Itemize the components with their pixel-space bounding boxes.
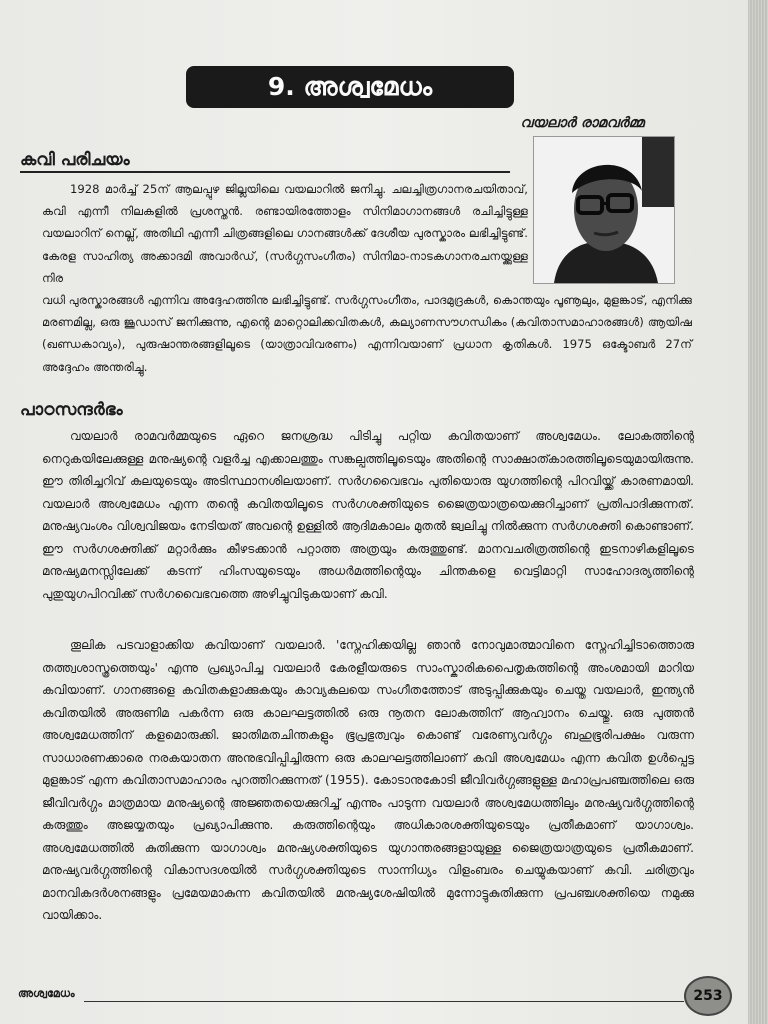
paragraph-text: വയലാർ രാമവർമ്മയുടെ ഏറെ ജനശ്രദ്ധ പിടിച്ചു പറ്റിയ കവിതയാണ് അശ്വമേധം. ലോകത്തിന്റെ നെറുകയിലേക്കുള്ള മനുഷ്യന്റെ വളർച്ച എക്കാലത്തും സങ്കല്പത്തിലൂടെയും അതിന്റെ സാക്ഷാത്കാരത്തിലൂടെയുമായിരുന്നു. ഈ തിരിച്ചറിവ് കലയുടെയും അടിസ്ഥാനശിലയാണ്. സർഗവൈഭവം പുതിയൊരു യുഗത്തിന്റെ പിറവിയ്ക്ക് കാരണമായി. വയലാർ അശ്വമേധം എന്ന തന്റെ കവിതയിലൂടെ സർഗശക്തിയുടെ ജൈത്രയാത്രയെക്കുറിച്ചാണ് പ്രതിപാദിക്കുന്നത്. മനുഷ്യവംശം വിശ്വവിജയം നേടിയത് അവന്റെ ഉള്ളിൽ ആദിമകാലം മുതൽ ജ്വലിച്ചു നിൽക്കുന്ന സർഗശക്തി കൊണ്ടാണ്. ഈ സർഗശക്തിക്ക് മറ്റാർക്കും കീഴടക്കാൻ പറ്റാത്ത അത്രയും കരുത്തുണ്ട്. മാനവചരിത്രത്തിന്റെ ഇടനാഴികളിലൂടെ മനുഷ്യമനസ്സിലേക്ക് കടന്ന് ഹിംസയുടെയും അധർമത്തിന്റെയും ചിന്തകളെ വെട്ടിമാറ്റി സാഹോദര്യത്തിന്റെ പുതുയുഗപിറവിക്ക് സർഗവൈഭവത്തെ അഴിച്ചുവിടുകയാണ് കവി. [42, 429, 694, 601]
section-heading-text: കവി പരിചയം [20, 150, 130, 170]
context-paragraph-2 [42, 634, 694, 927]
author-photo [533, 136, 675, 284]
poet-intro-text-a [42, 178, 528, 289]
author-name: വയലാർ രാമവർമ്മ [520, 115, 644, 131]
paragraph-text: തൂലിക പടവാളാക്കിയ കവിയാണ് വയലാർ. 'സ്നേഹിക്കയില്ല ഞാൻ നോവുമാത്മാവിനെ സ്നേഹിച്ചിടാത്തൊരു തത്ത്വശാസ്ത്രത്തെയും' എന്നു പ്രഖ്യാപിച്ച വയലാർ കേരളീയരുടെ സാംസ്കാരികപൈതൃകത്തിന്റെ അംശമായി മാറിയ കവിയാണ്. ഗാനങ്ങളെ കവിതകളാക്കുകയും കാവ്യകലയെ സംഗീതത്തോട് അടുപ്പിക്കുകയും ചെയ്ത വയലാർ, ഇന്ത്യൻ കവിതയിൽ അരുണിമ പകർന്ന ഒരു കാലഘട്ടത്തിൽ ഒരു നൂതന ലോകത്തിന് ആഹ്വാനം ചെയ്തു. ഒരു പുത്തൻ അശ്വമേധത്തിന് കളമൊരുക്കി. ജാതിമതചിന്തകളും ഭൂപ്രഭുത്വവും കൊണ്ട് വരേണ്യവർഗ്ഗം ബഹുഭൂരിപക്ഷം വരുന്ന സാധാരണക്കാരെ നരകയാതന അനുഭവിപ്പിച്ചിരുന്ന ഒരു കാലഘട്ടത്തിലാണ് കവി അശ്വമേധം എന്ന കവിത ഉൾപ്പെട്ട മുളങ്കാട് എന്ന കവിതാസമാഹാരം പുറത്തിറക്കുന്നത് (1955). കോടാനുകോടി ജീവിവർഗ്ഗങ്ങളുള്ള മഹാപ്രപഞ്ചത്തിലെ ഒരു ജീവിവർഗ്ഗം മാത്രമായ മനുഷ്യന്റെ അജ്ഞതയെക്കുറിച്ച് എന്നും പാടുന്ന വയലാർ അശ്വമേധത്തിലും മനുഷ്യവർഗ്ഗത്തിന്റെ കരുത്തും അജയ്യതയും പ്രഖ്യാപിക്കുന്നു. കരുത്തിന്റെയും അധികാരശക്തിയുടെയും പ്രതീകമാണ് യാഗാശ്വം. അശ്വമേധത്തിൽ കുതിക്കുന്ന യാഗാശ്വം മനുഷ്യശക്തിയുടെ യുഗാന്തരങ്ങളായുള്ള ജൈത്രയാത്രയുടെ പ്രതീകമാണ്. മനുഷ്യവർഗ്ഗത്തിന്റെ വികാസദശയിൽ സർഗ്ഗശക്തിയുടെ സാന്നിധ്യം വിളംബരം ചെയ്യുകയാണ് കവി. ചരിത്രവും മാനവികദർശനങ്ങളും പ്രമേയമാകുന്ന കവിതയിൽ മനുഷ്യശേഷിയിൽ മുന്നോട്ടുകുതിക്കുന്ന പ്രപഞ്ചശക്തിയെ നമുക്കു വായിക്കാം. [42, 638, 694, 922]
chapter-title: 9. അശ്വമേധം [186, 66, 514, 108]
section-heading-context [20, 400, 123, 420]
section-heading-text: പാഠസന്ദർഭം [20, 400, 123, 420]
poet-intro-text-b [42, 289, 692, 378]
intro-paragraph-a: 1928 മാർച്ച് 25ന് ആലപ്പുഴ ജില്ലയിലെ വയലാറിൽ ജനിച്ചു. ചലച്ചിത്രഗാനരചയിതാവ്, കവി എന്നീ നിലകളിൽ പ്രശസ്തൻ. രണ്ടായിരത്തോളം സിനിമാഗാനങ്ങൾ രചിച്ചിട്ടുള്ള വയലാറിന് നെല്ല്, അതിഥി എന്നീ ചിത്രങ്ങളിലെ ഗാനങ്ങൾക്ക് ദേശീയ പുരസ്കാരം ലഭിച്ചിട്ടുണ്ട്. കേരള സാഹിത്യ അക്കാദമി അവാർഡ്, (സർഗ്ഗസംഗീതം) സിനിമാ-നാടകഗാനരചനയ്ക്കുള്ള നിര [42, 182, 528, 285]
section-heading-poet-intro [20, 150, 130, 170]
footer-chapter-label: അശ്വമേധം [18, 987, 75, 1000]
footer-rule [84, 1001, 684, 1002]
section-rule [20, 171, 510, 173]
page-number-badge: 253 [684, 976, 732, 1016]
page-stack-edge [748, 0, 768, 1024]
context-paragraph-1 [42, 425, 694, 605]
portrait-illustration [534, 137, 674, 283]
intro-paragraph-b: വധി പുരസ്കാരങ്ങൾ എന്നിവ അദ്ദേഹത്തിനു ലഭിച്ചിട്ടുണ്ട്. സർഗ്ഗസംഗീതം, പാദമുദ്രകൾ, കൊന്തയും പൂണൂലും, മുളങ്കാട്, എനിക്കു മരണമില്ല, ഒരു ജൂഡാസ് ജനിക്കുന്നു, എന്റെ മാറ്റൊലിക്കവിതകൾ, കല്യാണസൗഗന്ധികം (കവിതാസമാഹാരങ്ങൾ) ആയിഷ (ഖണ്ഡകാവ്യം), പുരുഷാന്തരങ്ങളിലൂടെ (യാത്രാവിവരണം) എന്നിവയാണ് പ്രധാന കൃതികൾ. 1975 ഒക്ടോബർ 27ന് അദ്ദേഹം അന്തരിച്ചു. [42, 293, 692, 374]
